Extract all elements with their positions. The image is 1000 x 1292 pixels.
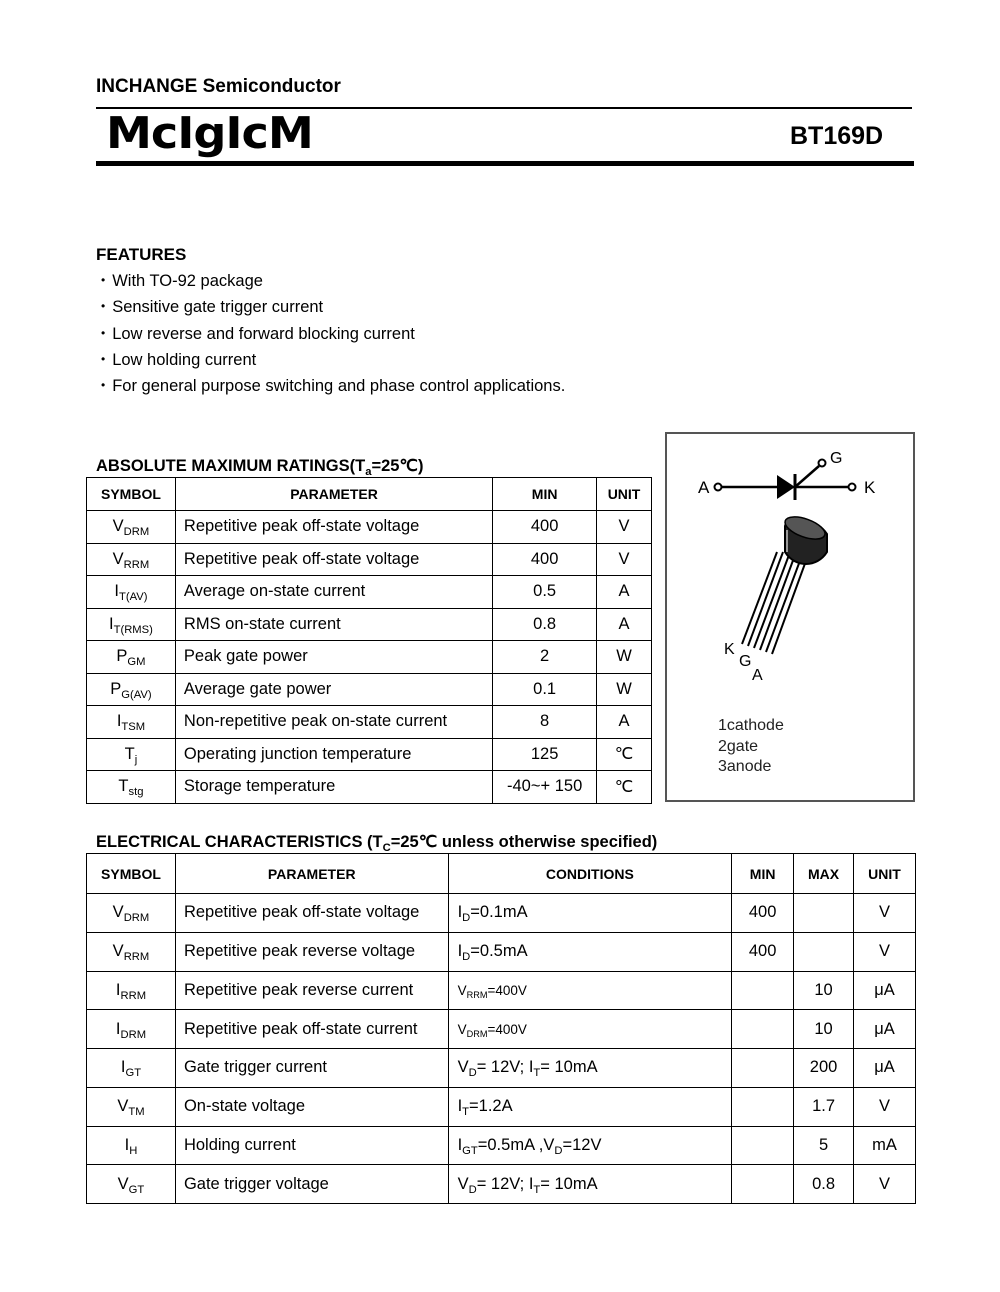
parameter-cell: Repetitive peak off-state current [175,1010,448,1049]
symbol-letter: I [114,582,120,601]
table-row [87,608,652,641]
min-cell [732,1126,794,1165]
feature-item: • Low reverse and forward blocking current [101,321,565,347]
table-row [87,771,652,804]
pin-legend-1: 1cathode [718,717,784,734]
symbol-subscript: TSM [121,721,146,734]
unit-cell: V [854,1165,916,1204]
symbol-letter: P [110,679,122,698]
condition-text: =0.1mA [470,903,528,922]
elec-title [96,832,657,852]
elec-header-row [87,854,916,894]
parameter-cell: Holding current [175,1126,448,1165]
symbol-cell [87,641,176,674]
symbol-cell [87,1010,176,1049]
symbol-cell [87,1165,176,1204]
table-row [87,706,652,739]
unit-cell: A [597,608,652,641]
cathode-terminal [849,484,856,491]
parameter-cell: Operating junction temperature [175,738,492,771]
conditions-cell [448,1165,732,1204]
condition-subscript: D [468,1183,477,1196]
conditions-cell [448,1126,732,1165]
condition-subscript: D [462,912,471,925]
symbol-subscript: DRM [120,1028,147,1041]
table-row [87,1010,916,1049]
part-number: BT169D [790,122,884,150]
anode-terminal [715,484,722,491]
feature-item: • With TO-92 package [101,268,565,294]
elec-title-suffix: =25℃ unless otherwise specified) [390,833,658,851]
condition-text: =400V [487,1021,527,1037]
condition-text: I [457,903,463,922]
symbol-letter: V [112,549,124,568]
pin-legend-2: 2gate [718,738,759,755]
table-row [87,1049,916,1088]
col-header-parameter: PARAMETER [175,854,448,894]
condition-text: = 12V; I [476,1174,534,1193]
symbol-letter: V [112,517,124,536]
symbol-letter: T [118,777,129,796]
symbol-subscript: T(AV) [119,591,148,604]
symbol-cell [87,706,176,739]
table-row [87,738,652,771]
min-cell: 400 [493,543,597,576]
col-header-symbol: SYMBOL [87,854,176,894]
min-cell: 0.8 [493,608,597,641]
min-cell [732,971,794,1010]
condition-text: V [457,1021,467,1037]
condition-subscript: GT [462,1144,478,1157]
symbol-subscript: G(AV) [121,688,152,701]
features-title: FEATURES [96,245,187,264]
schematic-label-g: G [830,450,843,467]
conditions-cell [448,1049,732,1088]
symbol-subscript: j [134,753,138,766]
unit-cell: V [854,894,916,933]
gate-terminal [819,460,826,467]
symbol-letter: I [115,1019,121,1038]
symbol-cell [87,576,176,609]
company-logo: McIgIcM [106,108,313,159]
condition-text: V [457,982,467,998]
parameter-cell: Repetitive peak off-state voltage [175,511,492,544]
features-list [101,268,565,399]
condition-text: =12V [562,1135,602,1154]
symbol-letter: V [112,942,124,961]
table-row [87,673,652,706]
lead-label-g: G [739,653,752,670]
unit-cell: μA [854,1010,916,1049]
unit-cell: W [597,673,652,706]
symbol-cell [87,673,176,706]
table-row [87,511,652,544]
abs-max-title [96,456,423,476]
parameter-cell: Repetitive peak off-state voltage [175,894,448,933]
min-cell: 2 [493,641,597,674]
elec-table [86,853,916,1204]
condition-subscript: D [554,1144,563,1157]
max-cell: 0.8 [794,1165,854,1204]
unit-cell: V [597,543,652,576]
min-cell: -40~+ 150 [493,771,597,804]
col-header-parameter: PARAMETER [175,478,492,511]
parameter-cell: Peak gate power [175,641,492,674]
schematic-label-k: K [864,478,876,497]
min-cell [732,1087,794,1126]
symbol-subscript: stg [128,786,144,799]
parameter-cell: Storage temperature [175,771,492,804]
symbol-subscript: GM [127,656,146,669]
unit-cell: V [597,511,652,544]
unit-cell: V [854,932,916,971]
pinout-diagram [665,432,915,802]
elec-title-sub: C [382,841,391,854]
abs-max-title-suffix: =25℃) [371,457,424,475]
min-cell: 400 [732,894,794,933]
symbol-letter: I [116,712,122,731]
symbol-cell [87,738,176,771]
elec-title-text: ELECTRICAL CHARACTERISTICS (T [96,833,383,851]
unit-cell: ℃ [597,738,652,771]
condition-text: = 12V; I [476,1058,534,1077]
feature-item: • For general purpose switching and phase control applications. [101,373,565,399]
condition-text: =0.5mA [470,942,528,961]
symbol-letter: V [117,1174,129,1193]
feature-item: • Low holding current [101,347,565,373]
col-header-unit: UNIT [854,854,916,894]
condition-subscript: T [462,1106,470,1119]
parameter-cell: Gate trigger voltage [175,1165,448,1204]
parameter-cell: On-state voltage [175,1087,448,1126]
symbol-letter: I [120,1058,126,1077]
table-row [87,641,652,674]
condition-subscript: RRM [466,990,488,1001]
conditions-cell [448,894,732,933]
min-cell: 400 [493,511,597,544]
unit-cell: W [597,641,652,674]
symbol-subscript: RRM [123,951,150,964]
thyristor-drawing [667,434,913,800]
parameter-cell: Repetitive peak off-state voltage [175,543,492,576]
table-row [87,1126,916,1165]
min-cell [732,1010,794,1049]
symbol-cell [87,511,176,544]
symbol-cell [87,608,176,641]
abs-max-title-sub: a [365,465,372,478]
symbol-letter: V [112,903,124,922]
symbol-subscript: RRM [120,989,147,1002]
col-header-unit: UNIT [597,478,652,511]
abs-max-title-text: ABSOLUTE MAXIMUM RATINGS(T [96,457,366,475]
parameter-cell: Non-repetitive peak on-state current [175,706,492,739]
lead-label-k: K [724,641,735,658]
lead-label-a: A [752,667,763,684]
max-cell: 200 [794,1049,854,1088]
unit-cell: A [597,706,652,739]
symbol-subscript: DRM [123,526,150,539]
col-header-conditions: CONDITIONS [448,854,732,894]
symbol-cell [87,1049,176,1088]
symbol-cell [87,971,176,1010]
symbol-letter: I [109,614,114,633]
symbol-cell [87,1126,176,1165]
symbol-subscript: GT [125,1067,142,1080]
condition-text: = 10mA [540,1058,598,1077]
conditions-cell [448,1010,732,1049]
symbol-subscript: TM [128,1106,145,1119]
symbol-subscript: DRM [123,912,150,925]
symbol-cell [87,894,176,933]
condition-text: =0.5mA ,V [477,1135,555,1154]
pin-legend-3: 3anode [718,758,772,775]
company-name: INCHANGE Semiconductor [96,76,341,97]
unit-cell: V [854,1087,916,1126]
symbol-letter: P [116,647,128,666]
max-cell: 10 [794,971,854,1010]
symbol-letter: T [124,744,135,763]
abs-max-table [86,477,652,804]
symbol-subscript: T(RMS) [113,623,153,636]
table-row [87,576,652,609]
unit-cell: ℃ [597,771,652,804]
condition-text: I [457,942,463,961]
min-cell [732,1049,794,1088]
min-cell: 125 [493,738,597,771]
condition-text: = 10mA [540,1174,598,1193]
parameter-cell: Average on-state current [175,576,492,609]
parameter-cell: Gate trigger current [175,1049,448,1088]
condition-text: I [457,1135,463,1154]
thyristor-triangle [777,475,795,499]
table-row [87,932,916,971]
condition-text: I [457,1097,463,1116]
condition-subscript: D [468,1067,477,1080]
max-cell [794,894,854,933]
parameter-cell: RMS on-state current [175,608,492,641]
max-cell: 10 [794,1010,854,1049]
min-cell: 400 [732,932,794,971]
gate-wire [795,466,819,487]
schematic-label-a: A [698,478,710,497]
parameter-cell: Average gate power [175,673,492,706]
unit-cell: μA [854,1049,916,1088]
condition-subscript: D [462,951,471,964]
col-header-symbol: SYMBOL [87,478,176,511]
symbol-subscript: H [129,1144,138,1157]
abs-max-body [87,511,652,804]
condition-subscript: T [533,1183,541,1196]
symbol-subscript: RRM [123,558,150,571]
min-cell: 0.5 [493,576,597,609]
symbol-cell [87,543,176,576]
table-row [87,971,916,1010]
condition-text: =400V [487,982,527,998]
condition-text: V [457,1174,469,1193]
unit-cell: μA [854,971,916,1010]
table-row [87,543,652,576]
conditions-cell [448,1087,732,1126]
max-cell: 5 [794,1126,854,1165]
elec-body [87,894,916,1204]
table-row [87,1087,916,1126]
unit-cell: mA [854,1126,916,1165]
parameter-cell: Repetitive peak reverse current [175,971,448,1010]
min-cell [732,1165,794,1204]
col-header-max: MAX [794,854,854,894]
condition-text: =1.2A [469,1097,513,1116]
min-cell: 0.1 [493,673,597,706]
min-cell: 8 [493,706,597,739]
conditions-cell [448,971,732,1010]
table-row [87,894,916,933]
parameter-cell: Repetitive peak reverse voltage [175,932,448,971]
symbol-cell [87,932,176,971]
symbol-letter: I [115,980,121,999]
unit-cell: A [597,576,652,609]
abs-max-header-row [87,478,652,511]
feature-item: • Sensitive gate trigger current [101,294,565,320]
table-row [87,1165,916,1204]
symbol-subscript: GT [128,1183,145,1196]
col-header-min: MIN [493,478,597,511]
condition-subscript: T [533,1067,541,1080]
to92-package [742,512,828,654]
max-cell: 1.7 [794,1087,854,1126]
condition-text: V [457,1058,469,1077]
symbol-cell [87,771,176,804]
symbol-cell [87,1087,176,1126]
col-header-min: MIN [732,854,794,894]
condition-subscript: DRM [466,1028,488,1039]
header-bottom-rule [96,161,914,166]
max-cell [794,932,854,971]
symbol-letter: I [124,1135,130,1154]
conditions-cell [448,932,732,971]
symbol-letter: V [117,1097,129,1116]
